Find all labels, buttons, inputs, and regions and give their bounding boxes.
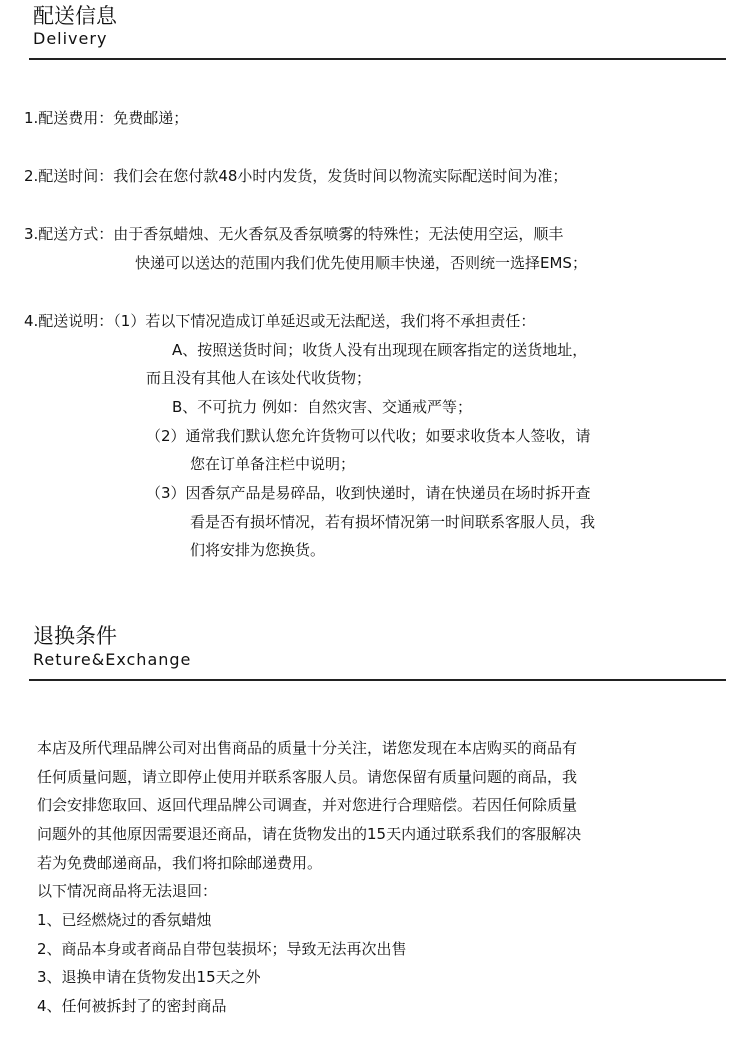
delivery-divider bbox=[29, 58, 726, 60]
delivery-note-a-cont: 而且没有其他人在该处代收货物； bbox=[146, 369, 372, 387]
returns-condition-item: 1、已经燃烧过的香氛蜡烛 bbox=[37, 911, 212, 929]
delivery-line-notes: 4.配送说明：（1）若以下情况造成订单延迟或无法配送，我们将不承担责任： bbox=[24, 312, 536, 330]
returns-line: 问题外的其他原因需要退还商品，请在货物发出的15天内通过联系我们的客服解决 bbox=[37, 825, 582, 843]
returns-line: 们会安排您取回、返回代理品牌公司调查，并对您进行合理赔偿。若因任何除质量 bbox=[37, 796, 578, 814]
delivery-line-time: 2.配送时间：我们会在您付款48小时内发货，发货时间以物流实际配送时间为准； bbox=[24, 167, 568, 185]
delivery-note-3-cont1: 看是否有损坏情况，若有损坏情况第一时间联系客服人员，我 bbox=[190, 513, 596, 531]
returns-line: 本店及所代理品牌公司对出售商品的质量十分关注，诺您发现在本店购买的商品有 bbox=[37, 739, 578, 757]
delivery-note-3-cont2: 们将安排为您换货。 bbox=[190, 541, 326, 559]
delivery-note-2: （2）通常我们默认您允许货物可以代收；如要求收货本人签收，请 bbox=[146, 427, 591, 445]
returns-condition-item: 2、商品本身或者商品自带包装损坏；导致无法再次出售 bbox=[37, 940, 407, 958]
returns-condition-item: 4、任何被拆封了的密封商品 bbox=[37, 997, 227, 1015]
returns-subtitle: Reture&Exchange bbox=[33, 650, 192, 669]
returns-condition-item: 3、退换申请在货物发出15天之外 bbox=[37, 968, 261, 986]
delivery-note-2-cont: 您在订单备注栏中说明； bbox=[190, 455, 356, 473]
returns-title: 退换条件 bbox=[33, 624, 117, 648]
returns-line: 若为免费邮递商品，我们将扣除邮递费用。 bbox=[37, 854, 323, 872]
delivery-line-method: 3.配送方式：由于香氛蜡烛、无火香氛及香氛喷雾的特殊性；无法使用空运，顺丰 bbox=[24, 225, 564, 243]
returns-conditions-heading: 以下情况商品将无法退回： bbox=[37, 882, 218, 900]
delivery-note-b: B、不可抗力 例如：自然灾害、交通戒严等； bbox=[172, 398, 473, 416]
delivery-note-a: A、按照送货时间；收货人没有出现现在顾客指定的送货地址， bbox=[172, 341, 588, 359]
returns-divider bbox=[29, 679, 726, 681]
returns-line: 任何质量问题，请立即停止使用并联系客服人员。请您保留有质量问题的商品，我 bbox=[37, 768, 578, 786]
delivery-line-fee: 1.配送费用：免费邮递； bbox=[24, 109, 189, 127]
delivery-line-method-cont: 快递可以送达的范围内我们优先使用顺丰快递，否则统一选择EMS； bbox=[135, 254, 587, 272]
delivery-subtitle: Delivery bbox=[33, 29, 108, 48]
delivery-title: 配送信息 bbox=[33, 4, 117, 28]
delivery-note-3: （3）因香氛产品是易碎品，收到快递时，请在快递员在场时拆开查 bbox=[146, 484, 591, 502]
